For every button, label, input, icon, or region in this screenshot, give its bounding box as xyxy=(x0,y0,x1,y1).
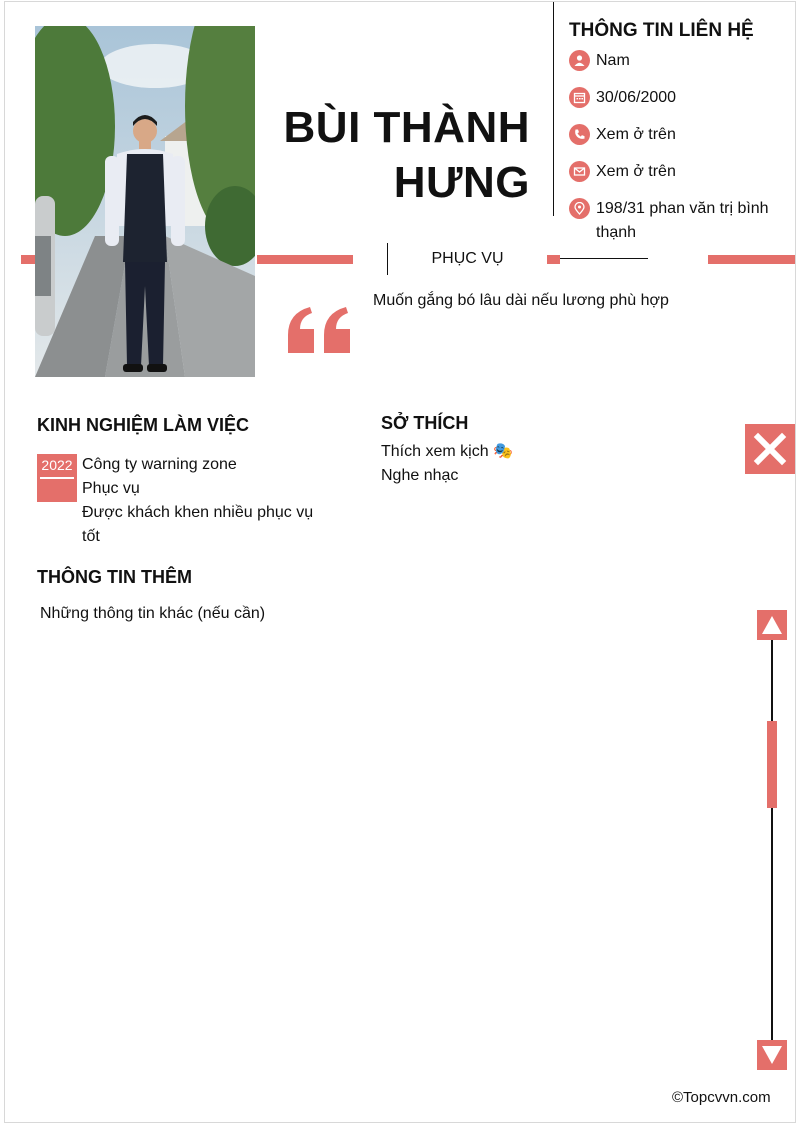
hobbies-section-title: SỞ THÍCH xyxy=(381,413,469,433)
experience-item xyxy=(82,453,322,549)
calendar-icon xyxy=(569,87,590,108)
experience-description: Được khách khen nhiều phục vụ tốt xyxy=(82,504,314,545)
quote-icon xyxy=(286,305,356,360)
job-title-underline xyxy=(560,258,648,259)
gender-value: Nam xyxy=(596,52,630,69)
contact-divider xyxy=(553,2,554,216)
scrollbar-track[interactable] xyxy=(771,640,773,1040)
contact-address xyxy=(569,197,784,245)
scroll-down-button[interactable] xyxy=(757,1040,787,1070)
experience-position: Phục vụ xyxy=(82,480,140,497)
contact-phone xyxy=(569,123,676,147)
accent-bar-mid xyxy=(257,255,353,264)
profile-photo xyxy=(35,26,255,377)
copyright-footer: ©Topcvvn.com xyxy=(672,1089,771,1106)
close-button[interactable] xyxy=(745,424,795,474)
contact-email xyxy=(569,160,676,184)
triangle-up-icon xyxy=(761,615,783,635)
experience-company: Công ty warning zone xyxy=(82,456,237,473)
hobbies-list xyxy=(381,440,513,488)
hobby-item: Thích xem kịch 🎭 xyxy=(381,443,513,460)
phone-icon xyxy=(569,124,590,145)
name-line-1: BÙI THÀNH xyxy=(283,103,530,152)
extra-info-section-title: THÔNG TIN THÊM xyxy=(37,567,192,587)
contact-birthday xyxy=(569,86,676,110)
contact-gender xyxy=(569,49,630,73)
job-title: PHỤC VỤ xyxy=(431,250,504,267)
birthday-value: 30/06/2000 xyxy=(596,89,677,106)
extra-info-text: Những thông tin khác (nếu cần) xyxy=(40,605,266,622)
career-objective: Muốn gắng bó lâu dài nếu lương phù hợp xyxy=(373,292,669,309)
close-icon xyxy=(753,432,787,466)
location-pin-icon xyxy=(569,198,590,219)
email-value: Xem ở trên xyxy=(596,163,676,180)
person-icon xyxy=(569,50,590,71)
name-line-2: HƯNG xyxy=(393,158,530,207)
address-value: 198/31 phan văn trị bình thạnh xyxy=(596,200,769,241)
experience-year-badge xyxy=(37,454,77,502)
scroll-up-button[interactable] xyxy=(757,610,787,640)
candidate-name xyxy=(270,100,530,210)
accent-bar-left xyxy=(21,255,35,264)
envelope-icon xyxy=(569,161,590,182)
triangle-down-icon xyxy=(761,1045,783,1065)
phone-value: Xem ở trên xyxy=(596,126,676,143)
experience-year: 2022 xyxy=(41,457,73,473)
contact-section-title: THÔNG TIN LIÊN HỆ xyxy=(569,20,754,41)
job-title-divider xyxy=(387,243,388,275)
scrollbar-thumb[interactable] xyxy=(767,721,777,808)
experience-section-title: KINH NGHIỆM LÀM VIỆC xyxy=(37,415,250,435)
year-underline xyxy=(40,477,74,479)
accent-bar-small xyxy=(547,255,560,264)
accent-bar-right xyxy=(708,255,795,264)
hobby-item: Nghe nhạc xyxy=(381,467,459,484)
